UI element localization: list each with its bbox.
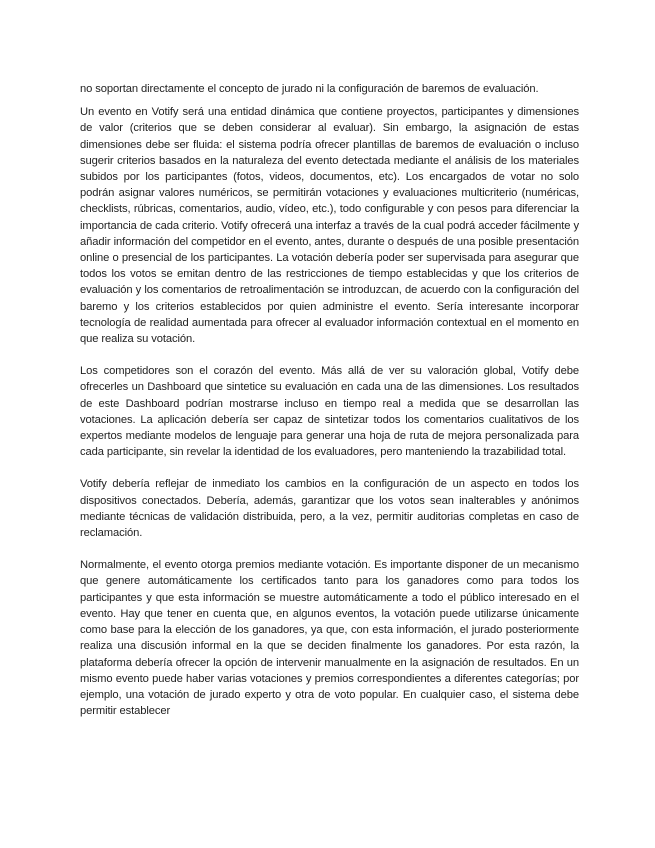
paragraph-3: Los competidores son el corazón del evento. Más allá de ver su valoración global, Votify debe ofrecerles un Dashboard que sintetice su evaluación en cada una de las dimensiones. Los resultados de este Dashboard podrían mostrarse incluso en tiempo real a medida que se desarrollan las votaciones. La aplicación debería ser capaz de sintetizar todos los comentarios cualitativos de los expertos mediante modelos de lenguaje para generar una hoja de ruta de mejora personalizada para cada participante, sin revelar la identidad de los evaluadores, pero manteniendo la trazabilidad total.: [80, 365, 579, 459]
paragraph-2: Un evento en Votify será una entidad dinámica que contiene proyectos, participantes y dimensiones de valor (criterios que se deben considerar al evaluar). Sin embargo, la asignación de estas dimensiones debe ser fluida: el sistema podría ofrecer plantillas de baremos de evaluación o incluso sugerir criterios basados en la naturaleza del evento detectada mediante el análisis de los materiales subidos por los participantes (fotos, videos, documentos, etc). Los encargados de votar no solo podrán asignar valores numéricos, se permitirán votaciones y evaluaciones multicriterio (numéricas, checklists, rúbricas, comentarios, audio, vídeo, etc.), todo configurable y con pesos para diferenciar la importancia de cada criterio. Votify ofrecerá una interfaz a través de la cual podrá acceder fácilmente y añadir información del competidor en el evento, antes, durante o después de una posible presentación online o presencial de los participantes. La votación debería poder ser supervisada para asegurar que todos los votos se emitan dentro de las restricciones de tiempo establecidas y que los criterios de evaluación y los comentarios de retroalimentación se introduzcan, de acuerdo con la configuración del baremo y los criterios establecidos por quien administre el evento. Sería interesante incorporar tecnología de realidad aumentada para ofrecer al evaluador información contextual en el momento en que realiza su votación.: [80, 106, 579, 346]
paragraph-1: no soportan directamente el concepto de jurado ni la configuración de baremos de evaluación.: [80, 83, 539, 95]
paragraph-5: Normalmente, el evento otorga premios mediante votación. Es importante disponer de un mecanismo que genere automáticamente los certificados tanto para los ganadores como para todos los participantes y que esta información se muestre automáticamente a todo el público interesado en el evento. Hay que tener en cuenta que, en algunos eventos, la votación puede utilizarse únicamente como base para la elección de los ganadores, ya que, con esta información, el jurado posteriormente realiza una discusión informal en la que se deciden finalmente los ganadores. Por esta razón, la plataforma debería ofrecer la opción de intervenir manualmente en la asignación de resultados. En un mismo evento puede haber varias votaciones y premios correspondientes a diferentes categorías; por ejemplo, una votación de jurado experto y otra de voto popular. En cualquier caso, el sistema debe permitir establecer: [80, 559, 579, 718]
paragraph-4: Votify debería reflejar de inmediato los cambios en la configuración de un aspecto en todos los dispositivos conectados. Debería, además, garantizar que los votos sean inalterables y anónimos mediante técnicas de validación distribuida, pero, a la vez, permitir auditorias completas en caso de reclamación.: [80, 478, 579, 540]
